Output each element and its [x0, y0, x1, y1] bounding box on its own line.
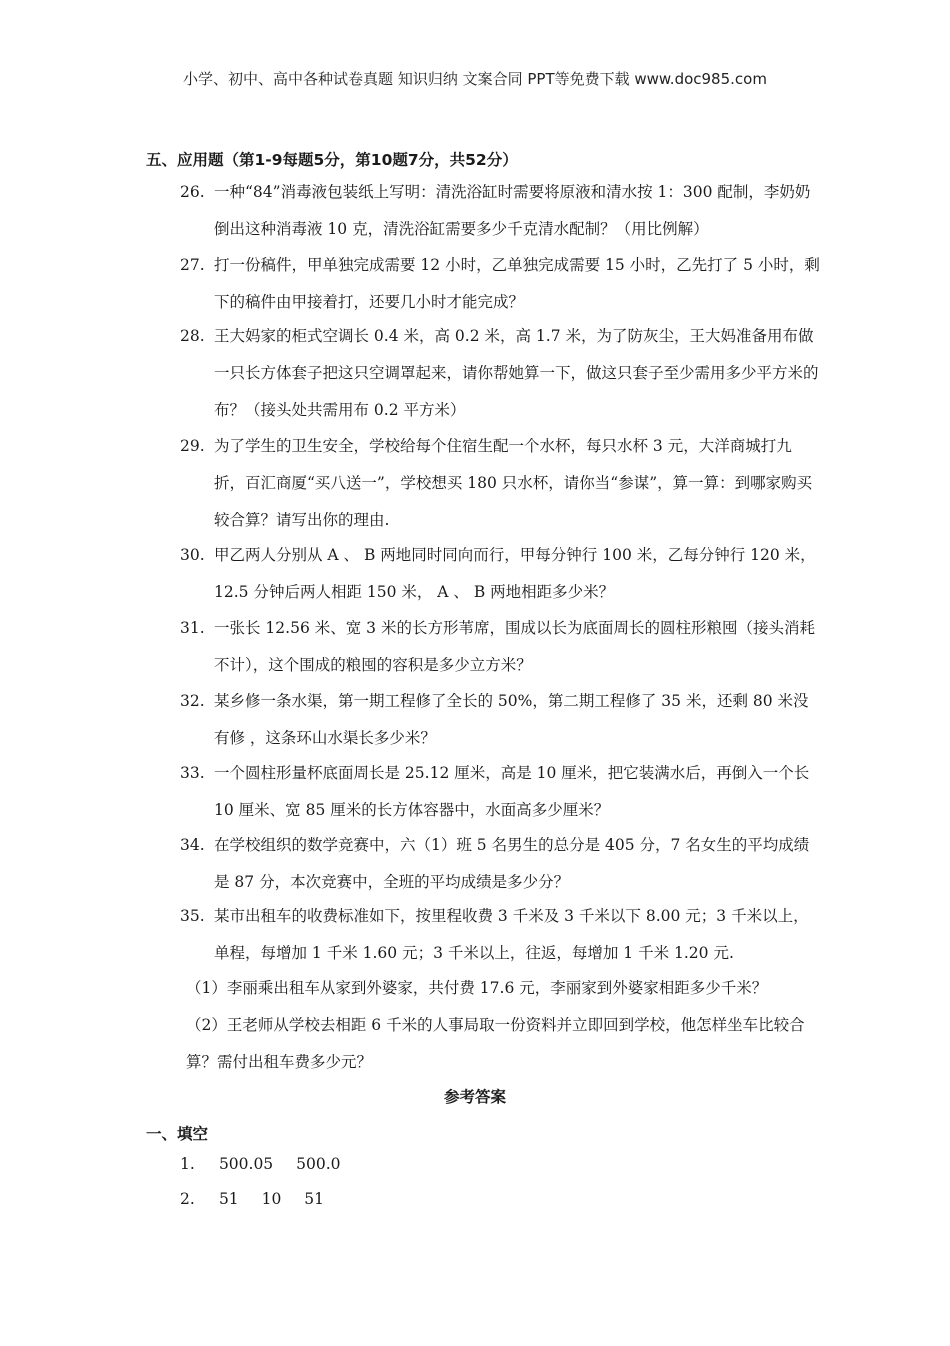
- question-31: [180, 610, 820, 684]
- sub-question-2: （2）王老师从学校去相距 6 千米的人事局取一份资料并立即回到学校，他怎样坐车比较合算？需付出租车费多少元？: [186, 1016, 805, 1071]
- question-29: [180, 428, 820, 539]
- question-text: 打一份稿件，甲单独完成需要 12 小时，乙单独完成需要 15 小时，乙先打了 5 小时，剩下的稿件由甲接着打，还要几小时才能完成？: [214, 256, 820, 311]
- answer-value: 51: [218, 1190, 239, 1208]
- sub-question-1: （1）李丽乘出租车从家到外婆家，共付费 17.6 元，李丽家到外婆家相距多少千米？: [186, 979, 768, 997]
- answer-value: 51: [304, 1190, 325, 1208]
- question-text: 某乡修一条水渠，第一期工程修了全长的 50%，第二期工程修了 35 米，还剩 80 米没有修 ，这条环山水渠长多少米？: [214, 692, 809, 747]
- question-text: 王大妈家的柜式空调长 0.4 米，高 0.2 米，高 1.7 米，为了防灰尘，王大妈准备用布做一只长方体套子把这只空调罩起来，请你帮她算一下，做这只套子至少需用多少平方米的布？（接头处共需用布 0.2 平方米）: [214, 327, 819, 419]
- question-number: 33.: [180, 764, 205, 782]
- question-32: [180, 683, 820, 757]
- answer-number: 1.: [180, 1155, 195, 1173]
- question-text: 甲乙两人分别从 A 、 B 两地同时同向而行，甲每分钟行 100 米，乙每分钟行 120 米，12.5 分钟后两人相距 150 米， A 、 B 两地相距多少米？: [214, 546, 816, 601]
- answers-section-title: 一、填空: [146, 1125, 209, 1143]
- answer-value: 500.05: [218, 1155, 274, 1173]
- question-number: 31.: [180, 619, 205, 637]
- question-30: [180, 537, 820, 611]
- question-text: 一个圆柱形量杯底面周长是 25.12 厘米，高是 10 厘米，把它装满水后，再倒入一个长 10 厘米、宽 85 厘米的长方体容器中，水面高多少厘米？: [214, 764, 810, 819]
- answer-number: 2.: [180, 1190, 195, 1208]
- question-27: [180, 247, 820, 321]
- page-header: 小学、初中、高中各种试卷真题 知识归纳 文案合同 PPT等免费下载 www.doc985.com: [183, 70, 767, 88]
- question-text: 为了学生的卫生安全，学校给每个住宿生配一个水杯，每只水杯 3 元，大洋商城打九折，百汇商厦“买八送一”，学校想买 180 只水杯，请你当“参谋”，算一算：到哪家购买较合算？请写出你的理由.: [214, 437, 813, 529]
- question-text: 在学校组织的数学竞赛中，六（1）班 5 名男生的总分是 405 分，7 名女生的平均成绩是 87 分，本次竞赛中，全班的平均成绩是多少分？: [214, 836, 810, 891]
- question-34: [180, 827, 820, 901]
- answer-row-2: [180, 1190, 342, 1208]
- question-text: 一种“84”消毒液包装纸上写明：清洗浴缸时需要将原液和清水按 1：300 配制，李奶奶倒出这种消毒液 10 克，清洗浴缸需要多少千克清水配制？（用比例解）: [214, 183, 811, 238]
- answers-title: 参考答案: [443, 1088, 506, 1106]
- answer-value: 500.0: [296, 1155, 341, 1173]
- answer-row-1: [180, 1155, 359, 1173]
- question-number: 32.: [180, 692, 205, 710]
- question-number: 28.: [180, 327, 205, 345]
- question-33: [180, 755, 820, 829]
- question-number: 26.: [180, 183, 205, 201]
- question-text: 一张长 12.56 米、宽 3 米的长方形苇席，围成以长为底面周长的圆柱形粮囤（接头消耗不计），这个围成的粮囤的容积是多少立方米？: [214, 619, 815, 674]
- section-title: 五、应用题（第1-9每题5分，第10题7分，共52分）: [146, 151, 518, 169]
- question-number: 35.: [180, 907, 205, 925]
- question-text: 某市出租车的收费标准如下，按里程收费 3 千米及 3 千米以下 8.00 元；3 千米以上，单程，每增加 1 千米 1.60 元；3 千米以上，往返，每增加 1 千米 1.20 元.: [214, 907, 809, 962]
- answer-value: 10: [261, 1190, 282, 1208]
- question-number: 30.: [180, 546, 205, 564]
- question-number: 34.: [180, 836, 205, 854]
- question-35: [180, 898, 820, 972]
- question-number: 29.: [180, 437, 205, 455]
- question-number: 27.: [180, 256, 205, 274]
- question-28: [180, 318, 820, 429]
- question-26: [180, 174, 820, 248]
